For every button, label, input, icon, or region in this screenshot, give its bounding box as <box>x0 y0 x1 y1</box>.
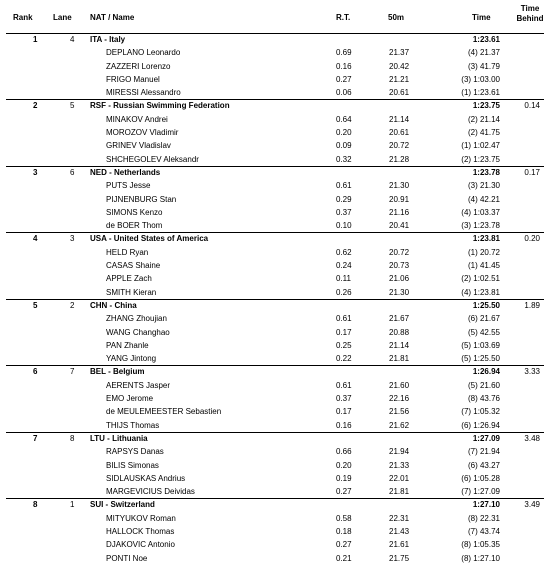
swimmer-split-50m: 21.81 <box>389 487 410 497</box>
swimmer-reaction-time: 0.11 <box>336 274 351 284</box>
swimmer-reaction-time: 0.21 <box>336 553 352 563</box>
header-time: Time <box>472 13 491 22</box>
swimmer-cumulative-time: (2) 21.14 <box>467 114 500 124</box>
team-time-behind: 3.33 <box>524 367 540 377</box>
swimmer-split-50m: 21.21 <box>389 74 410 84</box>
team-row <box>0 498 548 511</box>
swimmer-split-50m: 22.31 <box>389 513 410 523</box>
swimmer-cumulative-time: (5) 42.55 <box>467 327 500 337</box>
swimmer-name: BILIS Simonas <box>106 460 159 470</box>
swimmer-name: RAPSYS Danas <box>106 447 164 457</box>
swimmer-cumulative-time: (1) 20.72 <box>467 247 500 257</box>
team-block <box>0 99 548 165</box>
swimmer-name: EMO Jerome <box>106 394 154 404</box>
swimmer-split-50m: 21.33 <box>389 460 410 470</box>
header-reaction-time: R.T. <box>336 13 351 22</box>
swimmer-cumulative-time: (4) 1:03.37 <box>461 207 500 217</box>
team-block <box>0 232 548 298</box>
team-time-behind: 0.20 <box>524 234 540 244</box>
swimmer-split-50m: 22.01 <box>389 473 410 483</box>
team-nat: BEL - Belgium <box>90 367 145 377</box>
swimmer-row <box>0 153 548 166</box>
team-row <box>0 232 548 245</box>
team-block <box>0 498 548 564</box>
team-time: 1:27.09 <box>472 433 500 443</box>
team-lane: 2 <box>70 300 75 310</box>
swimmer-cumulative-time: (6) 1:26.94 <box>461 420 500 430</box>
header-split-50m: 50m <box>388 13 405 22</box>
swimmer-cumulative-time: (7) 1:27.09 <box>461 487 500 497</box>
swimmer-split-50m: 22.16 <box>389 394 410 404</box>
team-nat: NED - Netherlands <box>90 167 161 177</box>
swimmer-reaction-time: 0.27 <box>336 540 352 550</box>
swimmer-reaction-time: 0.20 <box>336 128 352 138</box>
header-rank: Rank <box>13 13 33 22</box>
swimmer-split-50m: 21.56 <box>389 407 410 417</box>
swimmer-name: DEPLANO Leonardo <box>106 48 181 58</box>
swimmer-row <box>0 272 548 285</box>
swimmer-split-50m: 21.37 <box>389 48 410 58</box>
team-time: 1:23.78 <box>472 167 500 177</box>
swimmer-split-50m: 21.81 <box>389 354 410 364</box>
team-time: 1:25.50 <box>472 300 500 310</box>
swimmer-name: PUTS Jesse <box>106 181 151 191</box>
swimmer-cumulative-time: (2) 41.75 <box>467 128 500 138</box>
swimmer-cumulative-time: (2) 1:23.75 <box>461 154 500 164</box>
team-nat: LTU - Lithuania <box>90 433 148 443</box>
swimmer-split-50m: 20.41 <box>389 221 410 231</box>
swimmer-row <box>0 472 548 485</box>
swimmer-split-50m: 20.91 <box>389 194 410 204</box>
swimmer-name: SIDLAUSKAS Andrius <box>106 473 186 483</box>
swimmer-split-50m: 21.16 <box>389 207 410 217</box>
swimmer-split-50m: 21.62 <box>389 420 410 430</box>
team-rank: 5 <box>33 300 38 310</box>
team-lane: 4 <box>70 35 75 44</box>
swimmer-name: THIJS Thomas <box>106 420 160 430</box>
swimmer-split-50m: 20.61 <box>389 88 410 98</box>
swimmer-reaction-time: 0.19 <box>336 473 352 483</box>
swimmer-reaction-time: 0.27 <box>336 74 352 84</box>
swimmer-row <box>0 179 548 192</box>
swimmer-cumulative-time: (7) 21.94 <box>467 447 500 457</box>
swimmer-split-50m: 21.67 <box>389 314 410 324</box>
swimmer-name: MARGEVICIUS Deividas <box>106 487 195 497</box>
team-nat: SUI - Switzerland <box>90 500 155 510</box>
swimmer-name: DJAKOVIC Antonio <box>106 540 175 550</box>
swimmer-name: MINAKOV Andrei <box>106 114 168 124</box>
swimmer-name: HELD Ryan <box>106 247 149 257</box>
swimmer-reaction-time: 0.27 <box>336 487 352 497</box>
team-lane: 3 <box>70 234 75 244</box>
swimmer-reaction-time: 0.18 <box>336 526 352 536</box>
swimmer-row <box>0 352 548 365</box>
swimmer-cumulative-time: (6) 43.27 <box>467 460 500 470</box>
team-nat: RSF - Russian Swimming Federation <box>90 101 230 111</box>
swimmer-cumulative-time: (6) 21.67 <box>467 314 500 324</box>
swimmer-name: APPLE Zach <box>106 274 152 284</box>
swimmer-reaction-time: 0.37 <box>336 207 352 217</box>
swimmer-row <box>0 246 548 259</box>
swimmer-name: SIMONS Kenzo <box>106 207 163 217</box>
swimmer-split-50m: 20.72 <box>389 247 410 257</box>
team-time: 1:23.81 <box>472 234 500 244</box>
swimmer-cumulative-time: (8) 1:05.35 <box>461 540 500 550</box>
swimmer-row <box>0 73 548 86</box>
swimmer-reaction-time: 0.61 <box>336 314 352 324</box>
team-nat: CHN - China <box>90 300 137 310</box>
team-rank: 7 <box>33 433 38 443</box>
swimmer-split-50m: 21.75 <box>389 553 410 563</box>
team-row <box>0 432 548 445</box>
swimmer-split-50m: 20.61 <box>389 128 410 138</box>
swimmer-row <box>0 60 548 73</box>
team-time-behind: 3.49 <box>524 500 540 510</box>
swimmer-cumulative-time: (8) 43.76 <box>467 394 500 404</box>
header-time-behind: Time Behind <box>516 4 544 23</box>
swimmer-row <box>0 485 548 498</box>
team-rank: 6 <box>33 367 38 377</box>
swimmer-row <box>0 206 548 219</box>
swimmer-reaction-time: 0.16 <box>336 61 352 71</box>
team-rank: 3 <box>33 167 38 177</box>
swimmer-cumulative-time: (4) 42.21 <box>467 194 500 204</box>
swimmer-row <box>0 339 548 352</box>
team-rank: 8 <box>33 500 38 510</box>
swimmer-split-50m: 21.30 <box>389 181 410 191</box>
team-block <box>0 299 548 365</box>
swimmer-cumulative-time: (1) 41.45 <box>467 261 500 271</box>
team-time: 1:26.94 <box>472 367 500 377</box>
swimmer-reaction-time: 0.61 <box>336 181 352 191</box>
team-time-behind: 1.89 <box>524 300 540 310</box>
swimmer-row <box>0 46 548 59</box>
swimmer-cumulative-time: (1) 1:02.47 <box>461 141 500 151</box>
swimmer-cumulative-time: (8) 22.31 <box>467 513 500 523</box>
swimmer-reaction-time: 0.69 <box>336 48 352 58</box>
swimmer-row <box>0 538 548 551</box>
swimmer-row <box>0 86 548 99</box>
swimmer-name: CASAS Shaine <box>106 261 161 271</box>
swimmer-row <box>0 419 548 432</box>
swimmer-row <box>0 259 548 272</box>
swimmer-row <box>0 286 548 299</box>
swimmer-name: HALLOCK Thomas <box>106 526 175 536</box>
swimmer-row <box>0 193 548 206</box>
swimmer-row <box>0 512 548 525</box>
swimmer-reaction-time: 0.62 <box>336 247 352 257</box>
swimmer-split-50m: 21.06 <box>389 274 410 284</box>
swimmer-cumulative-time: (1) 1:23.61 <box>461 88 500 98</box>
swimmer-name: WANG Changhao <box>106 327 170 337</box>
team-time: 1:27.10 <box>472 500 500 510</box>
swimmer-row <box>0 326 548 339</box>
swimmer-reaction-time: 0.66 <box>336 447 352 457</box>
swimmer-reaction-time: 0.16 <box>336 420 352 430</box>
swimmer-name: PAN Zhanle <box>106 340 149 350</box>
team-block <box>0 432 548 498</box>
swimmer-split-50m: 20.73 <box>389 261 410 271</box>
swimmer-reaction-time: 0.58 <box>336 513 352 523</box>
team-nat: ITA - Italy <box>90 35 126 44</box>
swimmer-split-50m: 21.43 <box>389 526 410 536</box>
swimmer-row <box>0 459 548 472</box>
swimmer-cumulative-time: (5) 1:25.50 <box>461 354 500 364</box>
swimmer-reaction-time: 0.37 <box>336 394 352 404</box>
swimmer-name: MIRESSI Alessandro <box>106 88 181 98</box>
swimmer-name: FRIGO Manuel <box>106 74 160 84</box>
team-lane: 5 <box>70 101 75 111</box>
swimmer-split-50m: 21.28 <box>389 154 410 164</box>
swimmer-row <box>0 552 548 565</box>
swimmer-reaction-time: 0.09 <box>336 141 352 151</box>
team-row <box>0 33 548 46</box>
swimmer-reaction-time: 0.20 <box>336 460 352 470</box>
swimmer-name: AERENTS Jasper <box>106 380 171 390</box>
swimmer-row <box>0 219 548 232</box>
team-time: 1:23.75 <box>472 101 500 111</box>
swimmer-name: ZAZZERI Lorenzo <box>106 61 171 71</box>
swimmer-name: ZHANG Zhoujian <box>106 314 167 324</box>
swimmer-reaction-time: 0.25 <box>336 340 352 350</box>
team-block <box>0 365 548 431</box>
swimmer-row <box>0 113 548 126</box>
swimmer-split-50m: 20.88 <box>389 327 410 337</box>
team-time-behind: 0.17 <box>524 167 540 177</box>
swimmer-name: MOROZOV Vladimir <box>106 128 179 138</box>
swimmer-split-50m: 21.30 <box>389 287 410 297</box>
swimmer-cumulative-time: (2) 1:02.51 <box>461 274 500 284</box>
team-lane: 8 <box>70 433 75 443</box>
swimmer-reaction-time: 0.06 <box>336 88 352 98</box>
team-nat: USA - United States of America <box>90 234 209 244</box>
swimmer-row <box>0 525 548 538</box>
swimmer-reaction-time: 0.64 <box>336 114 352 124</box>
team-time-behind: 3.48 <box>524 433 540 443</box>
swimmer-split-50m: 21.14 <box>389 114 410 124</box>
swimmer-row <box>0 392 548 405</box>
swimmer-name: SMITH Kieran <box>106 287 157 297</box>
team-lane: 6 <box>70 167 75 177</box>
swimmer-cumulative-time: (5) 1:03.69 <box>461 340 500 350</box>
swimmer-cumulative-time: (6) 1:05.28 <box>461 473 500 483</box>
swimmer-split-50m: 20.42 <box>389 61 410 71</box>
swimmer-split-50m: 20.72 <box>389 141 410 151</box>
swimmer-reaction-time: 0.10 <box>336 221 352 231</box>
swimmer-split-50m: 21.14 <box>389 340 410 350</box>
team-rank: 4 <box>33 234 38 244</box>
swimmer-split-50m: 21.61 <box>389 540 410 550</box>
swimmer-reaction-time: 0.17 <box>336 407 352 417</box>
swimmer-reaction-time: 0.24 <box>336 261 352 271</box>
swimmer-name: de BOER Thom <box>106 221 163 231</box>
header-lane: Lane <box>53 13 72 22</box>
swimmer-cumulative-time: (8) 1:27.10 <box>461 553 500 563</box>
swimmer-row <box>0 405 548 418</box>
swimmer-reaction-time: 0.61 <box>336 380 352 390</box>
swimmer-reaction-time: 0.26 <box>336 287 352 297</box>
results-table <box>0 33 548 565</box>
swimmer-row <box>0 126 548 139</box>
team-block <box>0 33 548 99</box>
team-block <box>0 166 548 232</box>
swimmer-split-50m: 21.60 <box>389 380 410 390</box>
swimmer-reaction-time: 0.29 <box>336 194 352 204</box>
team-time: 1:23.61 <box>472 35 500 44</box>
swimmer-row <box>0 139 548 152</box>
swimmer-cumulative-time: (7) 43.74 <box>467 526 500 536</box>
swimmer-reaction-time: 0.22 <box>336 354 352 364</box>
team-lane: 7 <box>70 367 75 377</box>
swimmer-name: de MEULEMEESTER Sebastien <box>106 407 222 417</box>
swimmer-cumulative-time: (4) 21.37 <box>467 48 500 58</box>
results-header <box>0 0 548 36</box>
team-rank: 2 <box>33 101 38 111</box>
swimmer-cumulative-time: (3) 21.30 <box>467 181 500 191</box>
swimmer-name: YANG Jintong <box>106 354 157 364</box>
team-time-behind: 0.14 <box>524 101 540 111</box>
swimmer-name: MITYUKOV Roman <box>106 513 176 523</box>
team-row <box>0 99 548 112</box>
swimmer-cumulative-time: (5) 21.60 <box>467 380 500 390</box>
swimmer-reaction-time: 0.32 <box>336 154 352 164</box>
team-row <box>0 166 548 179</box>
swimmer-cumulative-time: (7) 1:05.32 <box>461 407 500 417</box>
team-lane: 1 <box>70 500 75 510</box>
swimmer-split-50m: 21.94 <box>389 447 410 457</box>
swimmer-name: PIJNENBURG Stan <box>106 194 177 204</box>
swimmer-cumulative-time: (4) 1:23.81 <box>461 287 500 297</box>
swimmer-name: PONTI Noe <box>106 553 148 563</box>
swimmer-cumulative-time: (3) 1:03.00 <box>461 74 500 84</box>
swimmer-reaction-time: 0.17 <box>336 327 352 337</box>
swimmer-cumulative-time: (3) 41.79 <box>467 61 500 71</box>
swimmer-row <box>0 312 548 325</box>
swimmer-row <box>0 445 548 458</box>
swimmer-row <box>0 379 548 392</box>
header-nat-name: NAT / Name <box>90 13 135 22</box>
team-rank: 1 <box>33 35 38 44</box>
swimmer-cumulative-time: (3) 1:23.78 <box>461 221 500 231</box>
swimmer-name: GRINEV Vladislav <box>106 141 171 151</box>
team-row <box>0 365 548 378</box>
team-row <box>0 299 548 312</box>
swimmer-name: SHCHEGOLEV Aleksandr <box>106 154 199 164</box>
